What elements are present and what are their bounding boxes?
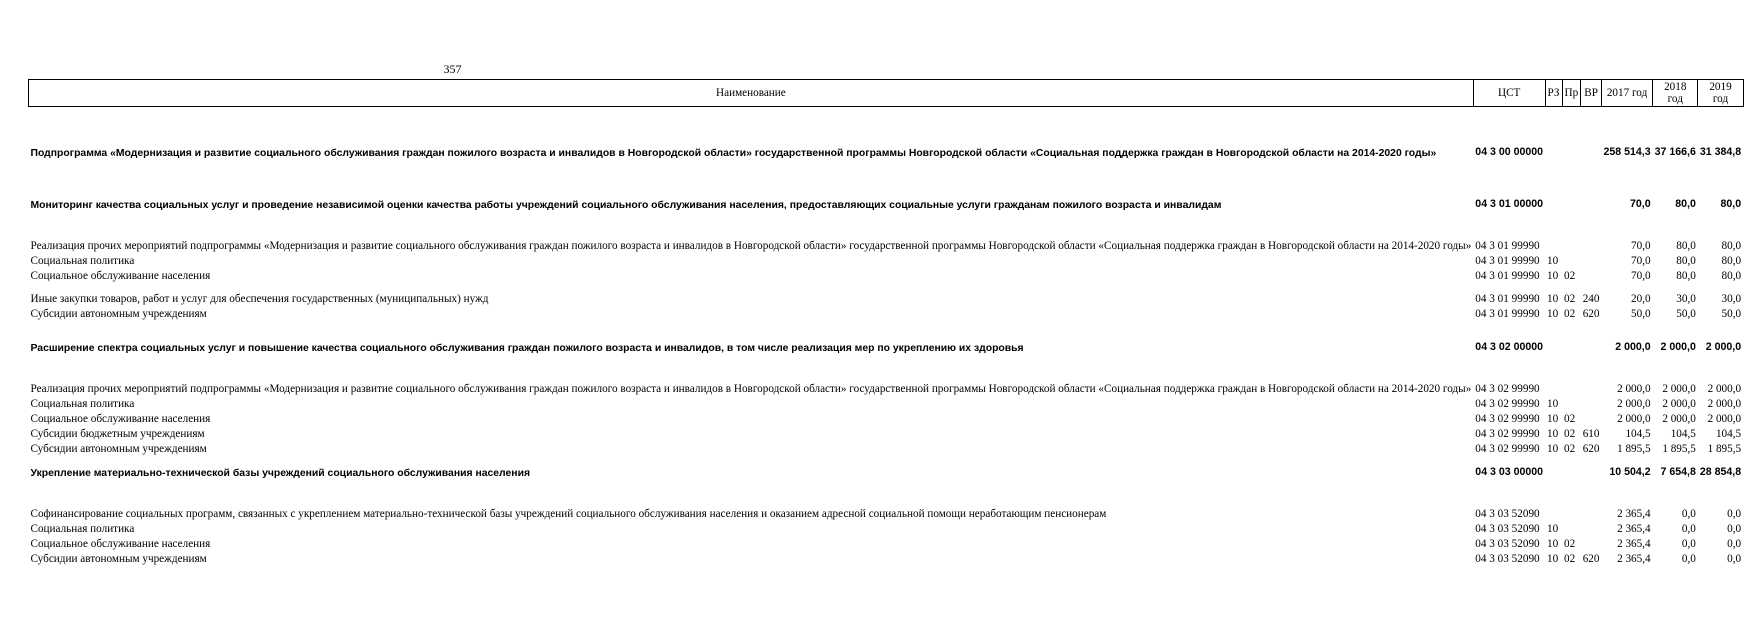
header-2017: 2017 год: [1601, 80, 1652, 107]
row-2017: 70,0: [1631, 270, 1651, 283]
row-2018: 0,0: [1681, 553, 1696, 566]
row-name: Расширение спектра социальных услуг и повышение качества социального обслуживания граждан пожилого возраста и инвалидов, в том числе реализация мер по укреплению их здоровья: [30, 343, 1024, 354]
row-2019: 30,0: [1721, 293, 1742, 306]
row-vr: 240: [1582, 293, 1600, 306]
row-rz: 10: [1547, 308, 1559, 321]
row-pr: 02: [1564, 428, 1576, 441]
row-cst: 04 3 01 99990: [1475, 255, 1540, 268]
table-row: [29, 306, 1744, 321]
row-2018: 2 000,0: [1662, 413, 1696, 426]
table-row: [29, 321, 1744, 354]
row-name: Субсидии автономным учреждениям: [30, 553, 207, 566]
row-cst: 04 3 02 99990: [1475, 398, 1540, 411]
table-row: [29, 521, 1744, 536]
row-2018: 30,0: [1676, 293, 1696, 306]
table-row: [29, 426, 1744, 441]
row-pr: 02: [1564, 413, 1576, 426]
row-cst: 04 3 03 52090: [1475, 538, 1540, 551]
row-cst: 04 3 01 99990: [1475, 270, 1540, 283]
table-row: [29, 411, 1744, 426]
row-2017: 2 000,0: [1617, 398, 1651, 411]
row-cst: 04 3 02 00000: [1475, 341, 1544, 354]
row-cst: 04 3 02 99990: [1475, 428, 1540, 441]
row-2017: 10 504,2: [1609, 466, 1651, 479]
header-rz: РЗ: [1545, 80, 1562, 107]
row-pr: 02: [1564, 293, 1576, 306]
row-2017: 70,0: [1630, 198, 1651, 211]
row-vr: [1581, 456, 1602, 479]
row-2019: 80,0: [1721, 240, 1742, 253]
row-vr: [1581, 321, 1602, 354]
header-2019: 2019 год: [1698, 80, 1743, 107]
row-pr: [1562, 321, 1581, 354]
row-pr: 02: [1564, 553, 1576, 566]
row-2019: 104,5: [1715, 428, 1742, 441]
row-name: Социальная политика: [30, 255, 135, 268]
row-rz: 10: [1547, 443, 1559, 456]
row-2017: 2 000,0: [1615, 341, 1651, 354]
row-2017: 1 895,5: [1617, 443, 1651, 456]
row-rz: 10: [1547, 398, 1559, 411]
row-name: Социальное обслуживание населения: [30, 413, 211, 426]
row-cst: 04 3 01 99990: [1475, 308, 1540, 321]
row-name: Социальная политика: [30, 398, 135, 411]
row-vr: [1581, 211, 1602, 253]
row-2017: 70,0: [1631, 255, 1651, 268]
table-row: [29, 551, 1744, 566]
row-2017: 2 365,4: [1617, 508, 1651, 521]
row-2019: 2 000,0: [1707, 413, 1742, 426]
row-rz: 10: [1547, 553, 1559, 566]
row-rz: [1545, 321, 1562, 354]
row-2017: 2 000,0: [1617, 383, 1651, 396]
row-2018: 2 000,0: [1662, 398, 1696, 411]
row-pr: 02: [1564, 270, 1576, 283]
table-row: [29, 354, 1744, 396]
row-name: Социальная политика: [30, 523, 135, 536]
row-rz: 10: [1547, 255, 1559, 268]
row-2018: 0,0: [1681, 523, 1696, 536]
page-number: 357: [443, 62, 462, 76]
row-2017: 2 365,4: [1617, 553, 1651, 566]
header-name: Наименование: [29, 80, 1474, 107]
row-2019: 0,0: [1727, 538, 1742, 551]
row-name: Социальное обслуживание населения: [30, 538, 211, 551]
row-rz: 10: [1547, 538, 1559, 551]
row-name: Софинансирование социальных программ, связанных с укреплением материально-технической базы учреждений социального обслуживания населения и оказанием адресной социальной помощи неработающим пенсионерам: [30, 508, 1107, 521]
row-pr: 02: [1564, 308, 1576, 321]
row-name: Субсидии автономным учреждениям: [30, 308, 207, 321]
row-pr: [1562, 396, 1581, 411]
row-2018: 0,0: [1681, 538, 1696, 551]
row-2019: 50,0: [1721, 308, 1742, 321]
row-2017: 104,5: [1625, 428, 1651, 441]
row-cst: 04 3 03 52090: [1475, 553, 1540, 566]
row-rz: [1545, 354, 1562, 396]
row-name: Подпрограмма «Модернизация и развитие социального обслуживания граждан пожилого возраста и инвалидов в Новгородской области» государственной программы Новгородской области «Социальная поддержка граждан в Новгородской области на 2014-2020 годы»: [30, 148, 1437, 159]
row-name: Субсидии автономным учреждениям: [30, 443, 207, 456]
row-rz: [1545, 159, 1562, 211]
table-row: [29, 396, 1744, 411]
table-row: [29, 253, 1744, 268]
row-2018: 80,0: [1676, 270, 1696, 283]
table-row: [29, 107, 1744, 160]
budget-table: [28, 79, 1744, 566]
row-vr: 620: [1582, 553, 1600, 566]
row-2018: 2 000,0: [1662, 383, 1696, 396]
row-2018: 0,0: [1681, 508, 1696, 521]
row-cst: 04 3 03 00000: [1475, 466, 1544, 479]
row-pr: [1562, 456, 1581, 479]
row-rz: [1545, 456, 1562, 479]
row-cst: 04 3 01 99990: [1475, 293, 1540, 306]
row-2019: 2 000,0: [1707, 383, 1742, 396]
row-2019: 0,0: [1727, 508, 1742, 521]
row-2017: 2 000,0: [1617, 413, 1651, 426]
row-2019: 2 000,0: [1707, 398, 1742, 411]
row-2019: 80,0: [1720, 198, 1742, 211]
row-2018: 104,5: [1670, 428, 1696, 441]
table-row: [29, 268, 1744, 283]
row-pr: [1562, 253, 1581, 268]
row-cst: 04 3 02 99990: [1475, 413, 1540, 426]
table-row: [29, 479, 1744, 521]
row-name: Субсидии бюджетным учреждениям: [30, 428, 205, 441]
header-2018: 2018 год: [1653, 80, 1698, 107]
header-cst: ЦСТ: [1473, 80, 1545, 107]
row-rz: [1545, 211, 1562, 253]
row-cst: 04 3 02 99990: [1475, 383, 1540, 396]
row-rz: 10: [1547, 270, 1559, 283]
row-pr: [1562, 521, 1581, 536]
row-rz: 10: [1547, 523, 1559, 536]
row-2019: 80,0: [1721, 270, 1742, 283]
row-2017: 2 365,4: [1617, 538, 1651, 551]
table-row: [29, 441, 1744, 456]
row-rz: 10: [1547, 428, 1559, 441]
row-2018: 7 654,8: [1660, 466, 1696, 479]
table-row: [29, 211, 1744, 253]
row-cst: 04 3 01 99990: [1475, 240, 1540, 253]
row-vr: [1581, 159, 1602, 211]
row-2019: 1 895,5: [1707, 443, 1742, 456]
row-name: Иные закупки товаров, работ и услуг для обеспечения государственных (муниципальных) нужд: [30, 293, 489, 306]
row-pr: [1562, 107, 1581, 160]
row-vr: 620: [1582, 443, 1600, 456]
table-row: [29, 456, 1744, 479]
row-vr: 610: [1582, 428, 1600, 441]
row-cst: 04 3 00 00000: [1475, 146, 1544, 159]
row-2019: 0,0: [1727, 553, 1742, 566]
row-vr: [1581, 411, 1602, 426]
row-2018: 50,0: [1676, 308, 1696, 321]
row-vr: [1581, 107, 1602, 160]
table-row: [29, 159, 1744, 211]
row-2018: 80,0: [1676, 240, 1696, 253]
row-cst: 04 3 03 52090: [1475, 508, 1540, 521]
row-2019: 2 000,0: [1705, 341, 1742, 354]
row-pr: 02: [1564, 443, 1576, 456]
row-name: Укрепление материально-технической базы учреждений социального обслуживания населения: [30, 468, 531, 479]
row-pr: [1562, 354, 1581, 396]
row-cst: 04 3 03 52090: [1475, 523, 1540, 536]
row-vr: [1581, 396, 1602, 411]
row-pr: [1562, 159, 1581, 211]
row-2017: 2 365,4: [1617, 523, 1651, 536]
row-2017: 70,0: [1631, 240, 1651, 253]
row-name: Реализация прочих мероприятий подпрограммы «Модернизация и развитие социального обслуживания граждан пожилого возраста и инвалидов в Новгородской области» государственной программы Новгородской области «Социальная поддержка граждан в Новгородской области на 2014-2020 годы»: [30, 240, 1472, 253]
row-vr: [1581, 253, 1602, 268]
row-2018: 1 895,5: [1662, 443, 1696, 456]
table-row: [29, 536, 1744, 551]
row-2019: 31 384,8: [1699, 146, 1742, 159]
row-2018: 2 000,0: [1660, 341, 1696, 354]
row-vr: [1581, 521, 1602, 536]
row-rz: [1545, 107, 1562, 160]
header-vr: ВР: [1581, 80, 1602, 107]
header-row: [29, 80, 1744, 107]
row-2018: 80,0: [1676, 255, 1696, 268]
row-vr: [1581, 268, 1602, 283]
row-pr: [1562, 211, 1581, 253]
row-rz: [1545, 479, 1562, 521]
table-row: [29, 283, 1744, 306]
row-vr: [1581, 536, 1602, 551]
row-2017: 258 514,3: [1603, 146, 1651, 159]
row-2017: 50,0: [1631, 308, 1651, 321]
row-vr: 620: [1582, 308, 1600, 321]
row-pr: 02: [1564, 538, 1576, 551]
row-vr: [1581, 479, 1602, 521]
row-name: Социальное обслуживание населения: [30, 270, 211, 283]
row-2019: 28 854,8: [1699, 466, 1742, 479]
row-2018: 37 166,6: [1654, 146, 1696, 159]
row-rz: 10: [1547, 293, 1559, 306]
row-rz: 10: [1547, 413, 1559, 426]
row-name: Мониторинг качества социальных услуг и проведение независимой оценки качества работы учреждений социального обслуживания населения, предоставляющих социальные услуги гражданам пожилого возраста и инвалидам: [30, 200, 1222, 211]
row-cst: 04 3 01 00000: [1475, 198, 1544, 211]
header-pr: Пр: [1562, 80, 1581, 107]
row-2019: 0,0: [1727, 523, 1742, 536]
row-2018: 80,0: [1675, 198, 1696, 211]
row-name: Реализация прочих мероприятий подпрограммы «Модернизация и развитие социального обслуживания граждан пожилого возраста и инвалидов в Новгородской области» государственной программы Новгородской области «Социальная поддержка граждан в Новгородской области на 2014-2020 годы»: [30, 383, 1472, 396]
row-2019: 80,0: [1721, 255, 1742, 268]
row-pr: [1562, 479, 1581, 521]
row-vr: [1581, 354, 1602, 396]
row-2017: 20,0: [1631, 293, 1651, 306]
row-cst: 04 3 02 99990: [1475, 443, 1540, 456]
